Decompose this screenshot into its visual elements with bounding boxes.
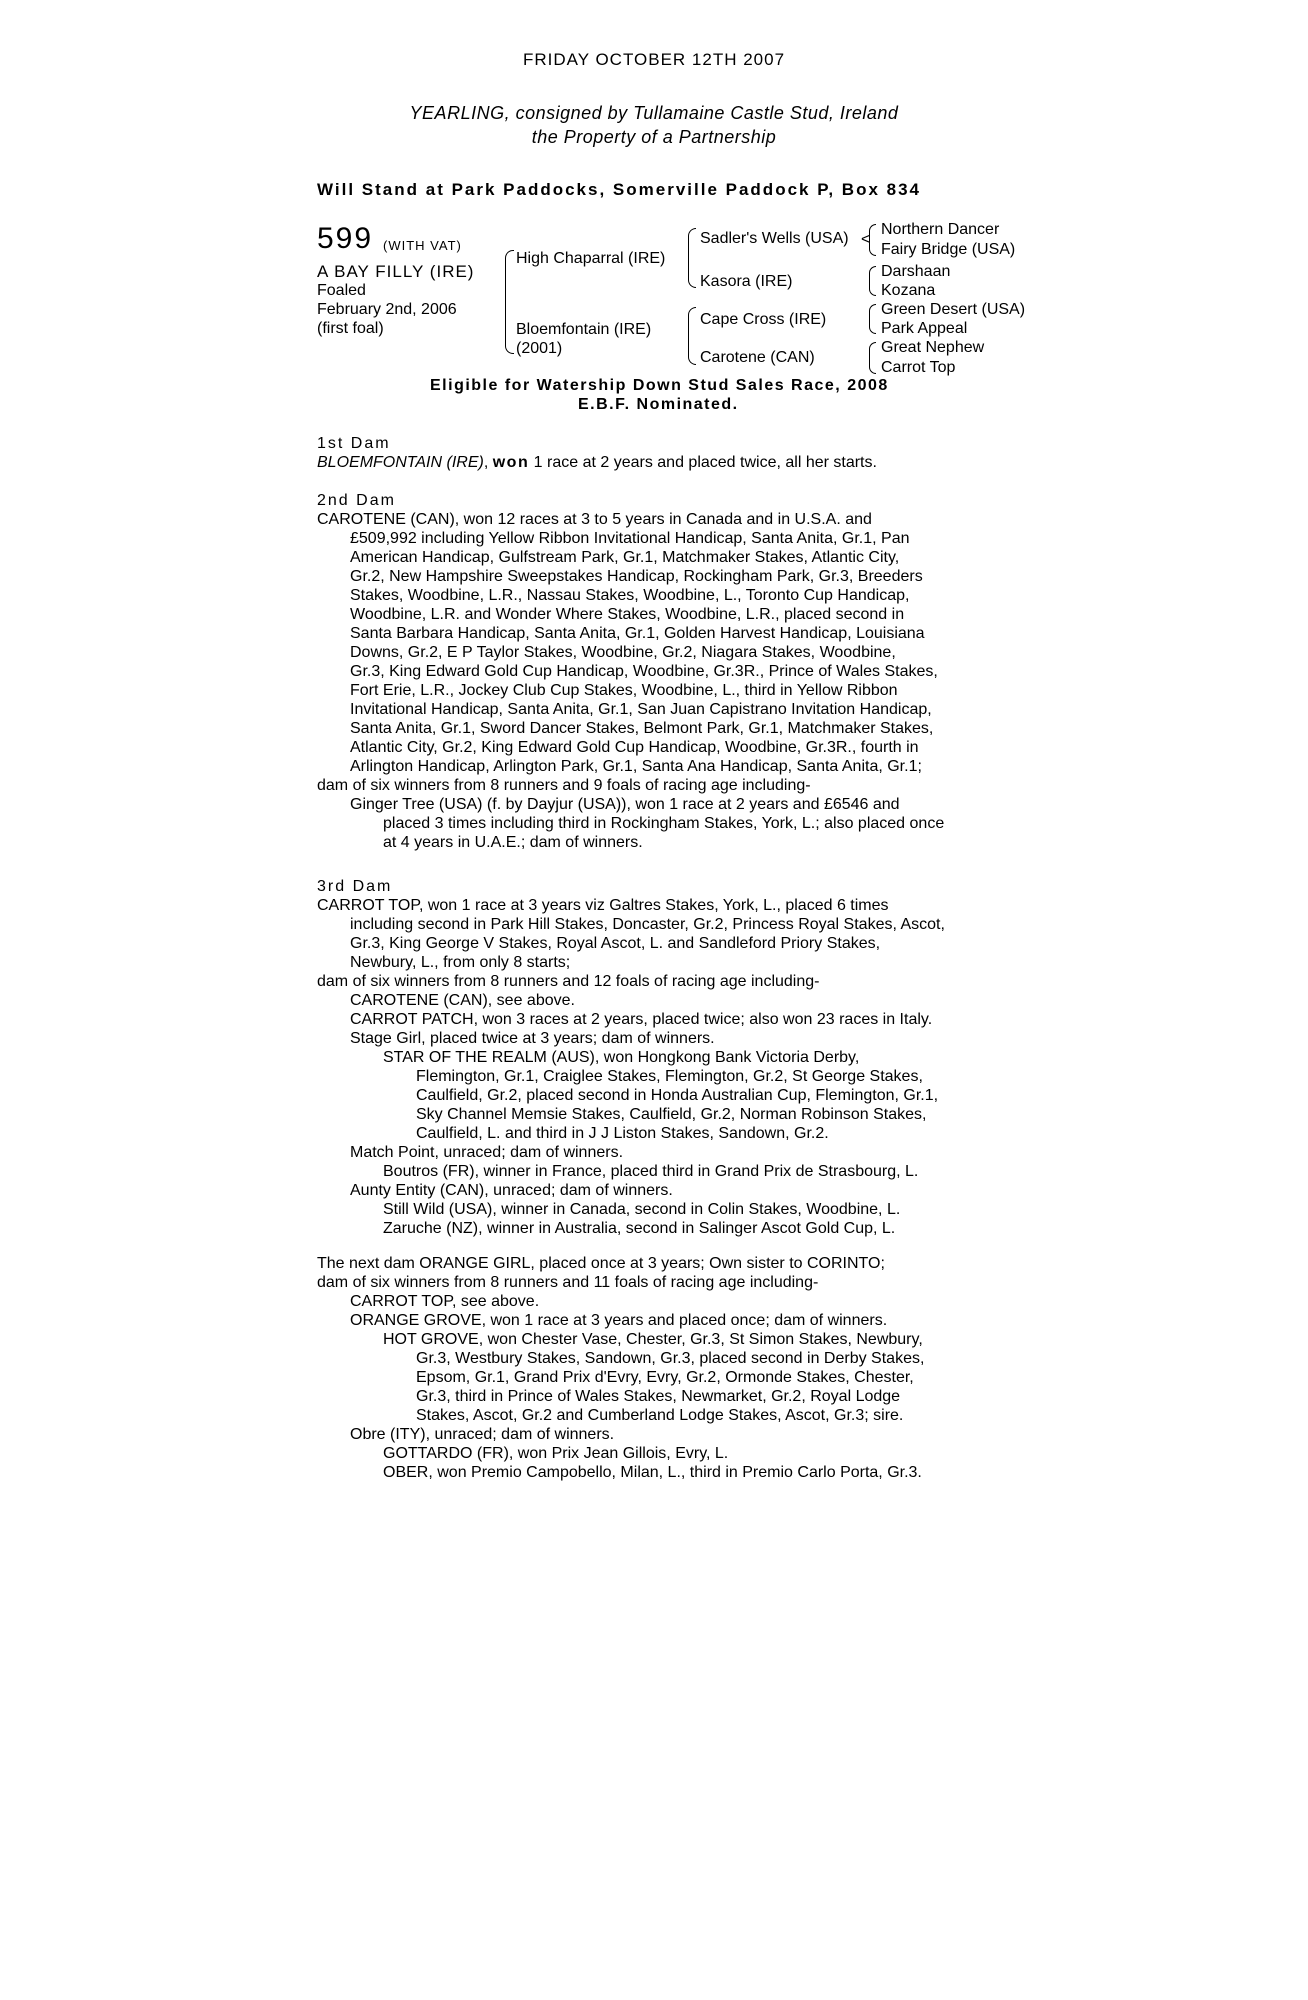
dam-dam-name: Carotene (CAN): [700, 349, 815, 366]
record-line: Stakes, Woodbine, L.R., Nassau Stakes, Woodbine, L., Toronto Cup Handicap,: [350, 587, 910, 604]
pedigree-bracket: [688, 228, 696, 288]
record-line: Ginger Tree (USA) (f. by Dayjur (USA)), won 1 race at 2 years and £6546 and: [350, 796, 900, 813]
dam-sire-name: Cape Cross (IRE): [700, 311, 827, 328]
first-dam-line: BLOEMFONTAIN (IRE), won 1 race at 2 years and placed twice, all her starts.: [317, 454, 877, 471]
record-line: Gr.2, New Hampshire Sweepstakes Handicap, Rockingham Park, Gr.3, Breeders: [350, 568, 923, 585]
record-line: Santa Barbara Handicap, Santa Anita, Gr.1, Golden Harvest Handicap, Louisiana: [350, 625, 925, 642]
record-line: CARROT TOP, see above.: [350, 1293, 540, 1310]
record-line: Newbury, L., from only 8 starts;: [350, 954, 571, 971]
granddam-6: Park Appeal: [881, 320, 968, 337]
first-dam-text: 1 race at 2 years and placed twice, all her starts.: [529, 454, 877, 471]
record-line: CAROTENE (CAN), see above.: [350, 992, 575, 1009]
record-line: Sky Channel Memsie Stakes, Caulfield, Gr.2, Norman Robinson Stakes,: [416, 1106, 927, 1123]
record-line: £509,992 including Yellow Ribbon Invitational Handicap, Santa Anita, Gr.1, Pan: [350, 530, 910, 547]
first-dam-heading: 1st Dam: [317, 435, 391, 452]
sire-sire-name: Sadler's Wells (USA): [700, 230, 849, 247]
record-line: Stakes, Ascot, Gr.2 and Cumberland Lodge Stakes, Ascot, Gr.3; sire.: [416, 1407, 904, 1424]
sire-dam-name: Kasora (IRE): [700, 273, 793, 290]
record-line: dam of six winners from 8 runners and 11 foals of racing age including-: [317, 1274, 819, 1291]
record-line: including second in Park Hill Stakes, Doncaster, Gr.2, Princess Royal Stakes, Ascot,: [350, 916, 945, 933]
dam-name: Bloemfontain (IRE): [516, 321, 652, 338]
record-line: Woodbine, L.R. and Wonder Where Stakes, Woodbine, L.R., placed second in: [350, 606, 905, 623]
record-line: Flemington, Gr.1, Craiglee Stakes, Flemington, Gr.2, St George Stakes,: [416, 1068, 923, 1085]
pedigree-bracket: [869, 304, 876, 334]
record-line: placed 3 times including third in Rockingham Stakes, York, L.; also placed once: [383, 815, 945, 832]
record-line: STAR OF THE REALM (AUS), won Hongkong Bank Victoria Derby,: [383, 1049, 860, 1066]
pedigree-brace-point: <: [861, 231, 871, 248]
record-line: Santa Anita, Gr.1, Sword Dancer Stakes, Belmont Park, Gr.1, Matchmaker Stakes,: [350, 720, 934, 737]
record-line: HOT GROVE, won Chester Vase, Chester, Gr.3, St Simon Stakes, Newbury,: [383, 1331, 923, 1348]
second-dam-heading: 2nd Dam: [317, 492, 396, 509]
record-line: Invitational Handicap, Santa Anita, Gr.1, San Juan Capistrano Invitation Handicap,: [350, 701, 932, 718]
record-line: Aunty Entity (CAN), unraced; dam of winners.: [350, 1182, 673, 1199]
granddam-2: Fairy Bridge (USA): [881, 241, 1016, 258]
record-line: GOTTARDO (FR), won Prix Jean Gillois, Evry, L.: [383, 1445, 729, 1462]
record-line: Gr.3, Westbury Stakes, Sandown, Gr.3, placed second in Derby Stakes,: [416, 1350, 925, 1367]
vat-note: (WITH VAT): [383, 238, 462, 253]
record-line: Caulfield, L. and third in J J Liston Stakes, Sandown, Gr.2.: [416, 1125, 829, 1142]
record-line: Caulfield, Gr.2, placed second in Honda Australian Cup, Flemington, Gr.1,: [416, 1087, 939, 1104]
pedigree-bracket: [505, 250, 514, 354]
record-line: Zaruche (NZ), winner in Australia, second in Salinger Ascot Gold Cup, L.: [383, 1220, 896, 1237]
pedigree-bracket: [869, 266, 876, 296]
record-line: ORANGE GROVE, won 1 race at 3 years and placed once; dam of winners.: [350, 1312, 888, 1329]
record-line: dam of six winners from 8 runners and 9 foals of racing age including-: [317, 777, 811, 794]
record-line: Stage Girl, placed twice at 3 years; dam of winners.: [350, 1030, 715, 1047]
sale-date: FRIDAY OCTOBER 12TH 2007: [522, 50, 786, 69]
record-line: Boutros (FR), winner in France, placed third in Grand Prix de Strasbourg, L.: [383, 1163, 919, 1180]
dam-year: (2001): [516, 340, 563, 357]
first-foal-note: (first foal): [317, 320, 384, 337]
ebf-line: E.B.F. Nominated.: [578, 396, 739, 413]
grandsire-1: Northern Dancer: [881, 221, 1000, 238]
record-line: CAROTENE (CAN), won 12 races at 3 to 5 years in Canada and in U.S.A. and: [317, 511, 872, 528]
lot-number: 599: [317, 222, 374, 255]
granddam-4: Kozana: [881, 282, 936, 299]
record-line: at 4 years in U.A.E.; dam of winners.: [383, 834, 643, 851]
record-line: dam of six winners from 8 runners and 12 foals of racing age including-: [317, 973, 820, 990]
record-line: Gr.3, third in Prince of Wales Stakes, Newmarket, Gr.2, Royal Lodge: [416, 1388, 901, 1405]
record-line: Atlantic City, Gr.2, King Edward Gold Cup Handicap, Woodbine, Gr.3R., fourth in: [350, 739, 919, 756]
sire-name: High Chaparral (IRE): [516, 250, 666, 267]
record-line: Arlington Handicap, Arlington Park, Gr.1, Santa Ana Handicap, Santa Anita, Gr.1;: [350, 758, 922, 775]
grandsire-7: Great Nephew: [881, 339, 985, 356]
pedigree-bracket: [869, 342, 876, 374]
granddam-8: Carrot Top: [881, 359, 956, 376]
first-dam-won: won: [492, 454, 530, 471]
property-line: the Property of a Partnership: [531, 127, 777, 147]
record-line: OBER, won Premio Campobello, Milan, L., third in Premio Carlo Porta, Gr.3.: [383, 1464, 922, 1481]
grandsire-3: Darshaan: [881, 263, 951, 280]
record-line: Match Point, unraced; dam of winners.: [350, 1144, 624, 1161]
record-line: Gr.3, King George V Stakes, Royal Ascot, L. and Sandleford Priory Stakes,: [350, 935, 881, 952]
record-line: Still Wild (USA), winner in Canada, second in Colin Stakes, Woodbine, L.: [383, 1201, 901, 1218]
record-line: CARROT PATCH, won 3 races at 2 years, placed twice; also won 23 races in Italy.: [350, 1011, 933, 1028]
record-line: Gr.3, King Edward Gold Cup Handicap, Woodbine, Gr.3R., Prince of Wales Stakes,: [350, 663, 938, 680]
record-line: American Handicap, Gulfstream Park, Gr.1, Matchmaker Stakes, Atlantic City,: [350, 549, 900, 566]
first-dam-name: BLOEMFONTAIN (IRE): [317, 454, 484, 471]
foaled-label: Foaled: [317, 282, 366, 299]
grandsire-5: Green Desert (USA): [881, 301, 1026, 318]
foaled-date: February 2nd, 2006: [317, 301, 457, 318]
record-line: The next dam ORANGE GIRL, placed once at 3 years; Own sister to CORINTO;: [317, 1255, 885, 1272]
record-line: Epsom, Gr.1, Grand Prix d'Evry, Evry, Gr.2, Ormonde Stakes, Chester,: [416, 1369, 914, 1386]
horse-description: A BAY FILLY (IRE): [317, 262, 475, 281]
pedigree-bracket: [688, 307, 696, 365]
record-line: Obre (ITY), unraced; dam of winners.: [350, 1426, 615, 1443]
record-line: Fort Erie, L.R., Jockey Club Cup Stakes, Woodbine, L., third in Yellow Ribbon: [350, 682, 898, 699]
third-dam-heading: 3rd Dam: [317, 878, 393, 895]
record-line: CARROT TOP, won 1 race at 3 years viz Galtres Stakes, York, L., placed 6 times: [317, 897, 889, 914]
record-line: Downs, Gr.2, E P Taylor Stakes, Woodbine, Gr.2, Niagara Stakes, Woodbine,: [350, 644, 896, 661]
consignor-line: YEARLING, consigned by Tullamaine Castle Stud, Ireland: [409, 103, 899, 123]
eligibility-line: Eligible for Watership Down Stud Sales Race, 2008: [430, 377, 889, 394]
stand-location: Will Stand at Park Paddocks, Somerville Paddock P, Box 834: [317, 180, 922, 199]
